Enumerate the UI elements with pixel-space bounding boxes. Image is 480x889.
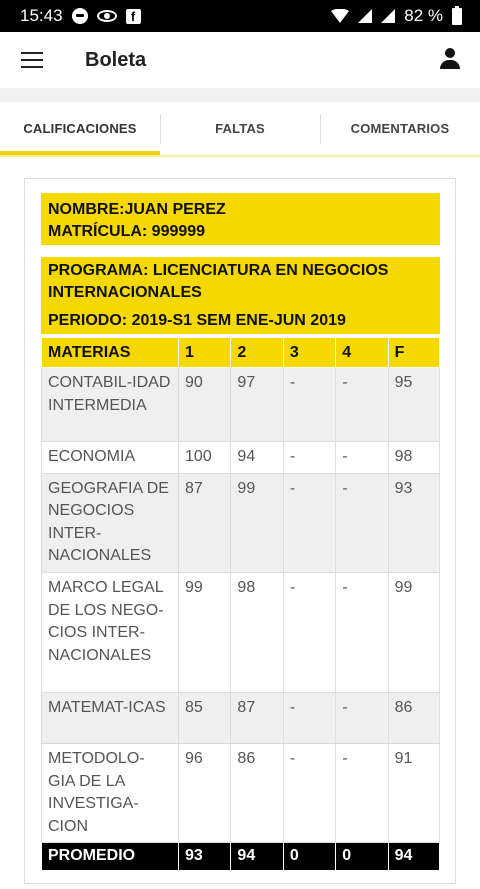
final-grade-cell: 99 (388, 572, 439, 692)
battery-percent: 82 % (404, 6, 443, 25)
header-period-1: 1 (179, 338, 231, 368)
grade-cell: 86 (231, 743, 283, 842)
header-final: F (388, 338, 439, 368)
grade-cell: 98 (231, 572, 283, 692)
app-bar (0, 32, 480, 88)
grade-cell: 100 (179, 442, 231, 474)
grade-cell: - (283, 692, 335, 743)
grade-cell: - (336, 743, 388, 842)
battery-icon (452, 8, 462, 25)
status-time: 15:43 (20, 6, 63, 25)
final-grade-cell: 95 (388, 368, 439, 442)
subject-cell: METODOLO-GIA DE LA INVESTIGA-CION (42, 743, 179, 842)
menu-icon[interactable] (21, 52, 45, 69)
grade-cell: - (336, 442, 388, 474)
grade-cell: 87 (179, 473, 231, 572)
grade-cell: - (336, 572, 388, 692)
wifi-icon (331, 9, 349, 23)
status-bar-right (331, 6, 462, 26)
grade-cell: - (283, 572, 335, 692)
student-info (41, 193, 440, 245)
average-label: PROMEDIO (42, 843, 179, 871)
grade-cell: - (283, 743, 335, 842)
grade-cell: 99 (179, 572, 231, 692)
student-name: NOMBRE:JUAN PEREZ (48, 201, 226, 218)
signal-icon (358, 9, 372, 23)
tab-bar (0, 102, 480, 155)
subject-cell: MARCO LEGAL DE LOS NEGO-CIOS INTER-NACIONALES (42, 572, 179, 692)
subject-cell: MATEMAT-ICAS (42, 692, 179, 743)
tab-divider (0, 155, 480, 157)
page-title: Boleta (85, 48, 147, 71)
subject-cell: CONTABIL-IDAD INTERMEDIA (42, 368, 179, 442)
status-bar (0, 0, 480, 32)
grade-cell: 99 (231, 473, 283, 572)
subject-cell: GEOGRAFIA DE NEGOCIOS INTER-NACIONALES (42, 473, 179, 572)
final-grade-cell: 93 (388, 473, 439, 572)
table-row (42, 442, 440, 474)
average-row (42, 843, 440, 871)
header-spacer (0, 88, 480, 102)
signal-icon-secondary (381, 9, 395, 23)
grade-cell: - (336, 473, 388, 572)
grade-cell: - (283, 473, 335, 572)
table-row (42, 368, 440, 442)
profile-icon[interactable] (438, 48, 462, 72)
grade-cell: - (336, 368, 388, 442)
final-grade-cell: 98 (388, 442, 439, 474)
grade-cell: 90 (179, 368, 231, 442)
subject-cell: ECONOMIA (42, 442, 179, 474)
grade-cell: - (283, 442, 335, 474)
average-cell: 0 (283, 843, 335, 871)
grade-cell: - (336, 692, 388, 743)
report-card (24, 178, 456, 884)
tab-calificaciones[interactable]: CALIFICACIONES (0, 102, 160, 155)
grade-cell: 85 (179, 692, 231, 743)
header-period-3: 3 (283, 338, 335, 368)
grade-cell: 94 (231, 442, 283, 474)
grade-cell: 96 (179, 743, 231, 842)
period-name: PERIODO: 2019-S1 SEM ENE-JUN 2019 (48, 312, 346, 329)
tab-comentarios[interactable]: COMENTARIOS (320, 102, 480, 155)
tab-faltas[interactable]: FALTAS (160, 102, 320, 155)
average-cell: 93 (179, 843, 231, 871)
grade-cell: - (283, 368, 335, 442)
grades-table (41, 337, 440, 871)
average-final-cell: 94 (388, 843, 439, 871)
header-period-2: 2 (231, 338, 283, 368)
status-bar-left (20, 6, 141, 26)
final-grade-cell: 91 (388, 743, 439, 842)
grade-cell: 97 (231, 368, 283, 442)
table-row (42, 692, 440, 743)
table-row (42, 572, 440, 692)
header-period-4: 4 (336, 338, 388, 368)
final-grade-cell: 86 (388, 692, 439, 743)
table-row (42, 473, 440, 572)
message-icon (72, 8, 88, 24)
program-name: PROGRAMA: LICENCIATURA EN NEGOCIOS INTERNACIONALES (48, 262, 389, 301)
average-cell: 94 (231, 843, 283, 871)
header-materias: MATERIAS (42, 338, 179, 368)
facebook-icon: f (126, 9, 141, 24)
grade-cell: 87 (231, 692, 283, 743)
average-cell: 0 (336, 843, 388, 871)
eye-icon (97, 10, 117, 22)
table-header-row (42, 338, 440, 368)
program-info (41, 257, 440, 334)
student-id: MATRÍCULA: 999999 (48, 223, 206, 240)
table-row (42, 743, 440, 842)
